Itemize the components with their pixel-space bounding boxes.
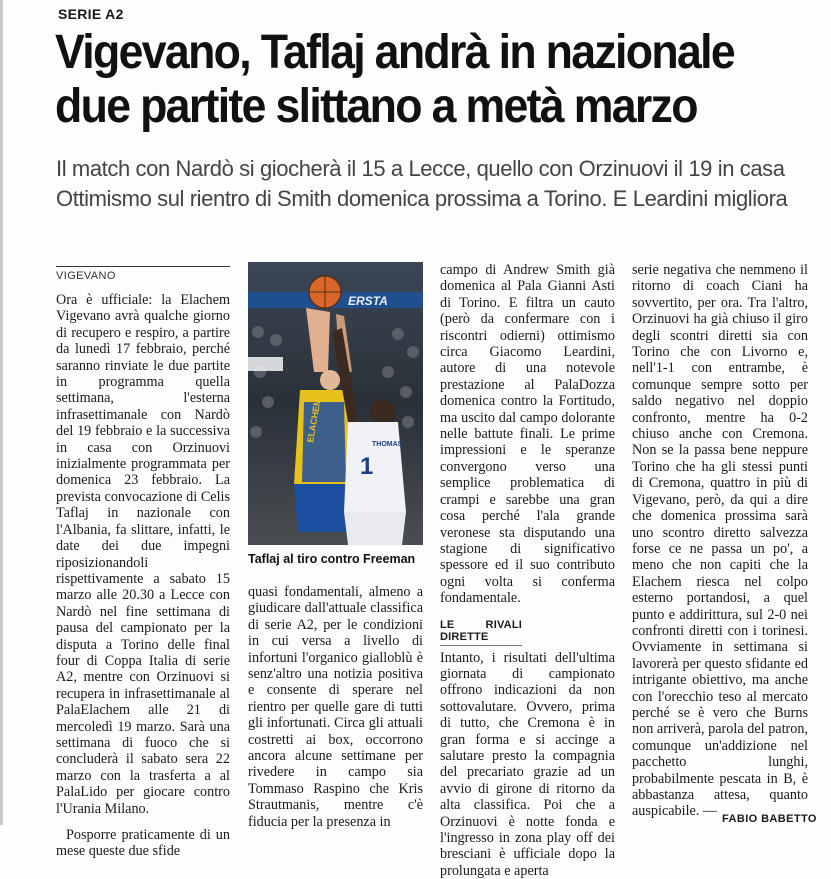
player-right-jersey — [344, 422, 406, 512]
article-column-1 — [56, 292, 230, 860]
paragraph: quasi fondamentali, almeno a giudicare dall'attuale classifica di serie A2, per le condizioni in cui versa a livello di infortuni l'organico gialloblù è senz'altro una notizia positiva e consente di sperare nel rientro per quelle gare di tutti gli infortunati. Circa gli attuali costretti ai box, occorrono ancora alcune settimane per rivedere in campo sia Tommaso Raspino che Kris Strautmanis, mentre c'è fiducia per la presenza in — [248, 584, 423, 830]
headline — [55, 26, 771, 134]
paragraph: serie negativa che nemmeno il ritorno di coach Ciani ha sovvertito, per ora. Tra l'altro, Orzinuovi ha già chiuso il giro degli scontri diretti sia con Torino che con Livorno e, nell'1-1 con entrambe, è comunque sempre sotto per saldo negativo nel doppio confronto, mentre ha 0-2 chiuso anche con Cremona. Non se la passa bene neppure Torino che ha gli stessi punti di Cremona, quattro in più di Vigevano, però, da qui a dire che domenica prossima sarà uno scontro diretto salvezza forse ce ne passa un po', a meno che non capiti che la Elachem riesca nel colpo esterno portandosi, a quel punto e addirittura, sul 2-0 nei confronti diretti con i torinesi. Ovviamente in settimana si lavorerà per questo sfidante ed intrigante obiettivo, ma anche con l'orecchio teso al mercato perché se è vero che Burns non arriverà, parola del patron, comunque un'addizione nel pacchetto lunghi, probabilmente pescata in B, è abbastanza attesa, quanto auspicabile. — — [632, 262, 808, 820]
dateline-kicker: VIGEVANO — [56, 266, 230, 282]
basketball-photo-illustration — [248, 262, 423, 545]
page-edge — [0, 0, 3, 825]
paragraph: campo di Andrew Smith già domenica al Pala Gianni Asti di Torino. E filtra un cauto (però da confermare con i riscontri odierni) ottimismo circa Giacomo Leardini, autore di una notevole prestazione al PalaDozza domenica contro la Fortitudo, ma uscito dal campo dolorante nelle battute finali. Le prime impressioni e le speranze convergono verso una semplice problematica di crampi e sarebbe una gran cosa perché l'ala grande veronese sta disputando una stagione di significativo spessore ed il suo contributo ogni volta si conferma fondamentale. — [440, 262, 615, 607]
paragraph: Intanto, i risultati dell'ultima giornata di campionato offrono indicazioni da non sottovalutare. Ovvero, prima di tutto, che Cremona è in gran forma e si accinge a salutare presto la compagnia del precariato grazie ad un avvio di girone di ritorno da alta classifica. Poi che a Orzinuovi è notte fonda e l'ingresso in zona play off dei bresciani è ufficiale dopo la prolungata e aperta — [440, 649, 615, 879]
headline-line-2: due partite slittano a metà marzo — [55, 80, 697, 133]
subheadline — [56, 154, 826, 214]
player-right-head — [370, 399, 396, 425]
subhead-line-2: Ottimismo sul rientro di Smith domenica prossima a Torino. E Leardini migliora — [56, 186, 788, 211]
article-photo — [248, 262, 423, 545]
arena-banner-text: ERSTA — [348, 294, 388, 308]
section-label: SERIE A2 — [58, 6, 124, 22]
article-column-3 — [440, 262, 615, 879]
author-byline: FABIO BABETTO — [722, 813, 817, 825]
jersey-right-number: 1 — [360, 453, 374, 480]
article-column-2 — [248, 584, 423, 830]
article-column-4 — [632, 262, 808, 820]
photo-caption: Taflaj al tiro contro Freeman — [248, 552, 416, 566]
jersey-left-text: ELACHEM — [305, 397, 323, 444]
subhead-line-1: Il match con Nardò si giocherà il 15 a Lecce, quello con Orzinuovi il 19 in casa — [56, 156, 785, 181]
jersey-right-name: THOMAS — [372, 441, 403, 448]
paragraph: Ora è ufficiale: la Elachem Vigevano avrà qualche giorno di recupero e respiro, a partire da lunedì 17 febbraio, perché saranno rinviate le due partite in programma quella settimana, l'esterna infrasettimanale con Nardò del 19 febbraio e la successiva in casa con Orzinuovi inizialmente programmata per domenica 23 febbraio. La prevista convocazione di Celis Taflaj in nazionale con l'Albania, fa slittare, infatti, le date dei due impegni riposizionandoli rispettivamente a sabato 15 marzo alle 20.30 a Lecce con Nardò nel fine settimana di pausa del campionato per la disputa a Torino delle final four di Coppa Italia di serie A2, mentre con Orzinuovi si recupera in infrasettimanale al PalaElachem alle 21 di mercoledì 19 marzo. Sarà una settimana di fuoco che si concluderà il sabato sera 22 marzo con la trasferta a al PalaLido per giocare contro l'Urania Milano. — [56, 292, 230, 817]
paragraph: Posporre praticamente di un mese queste due sfide — [56, 827, 230, 860]
section-subtitle: LE RIVALI DIRETTE — [440, 619, 522, 646]
headline-line-1: Vigevano, Taflaj andrà in nazionale — [55, 26, 735, 79]
